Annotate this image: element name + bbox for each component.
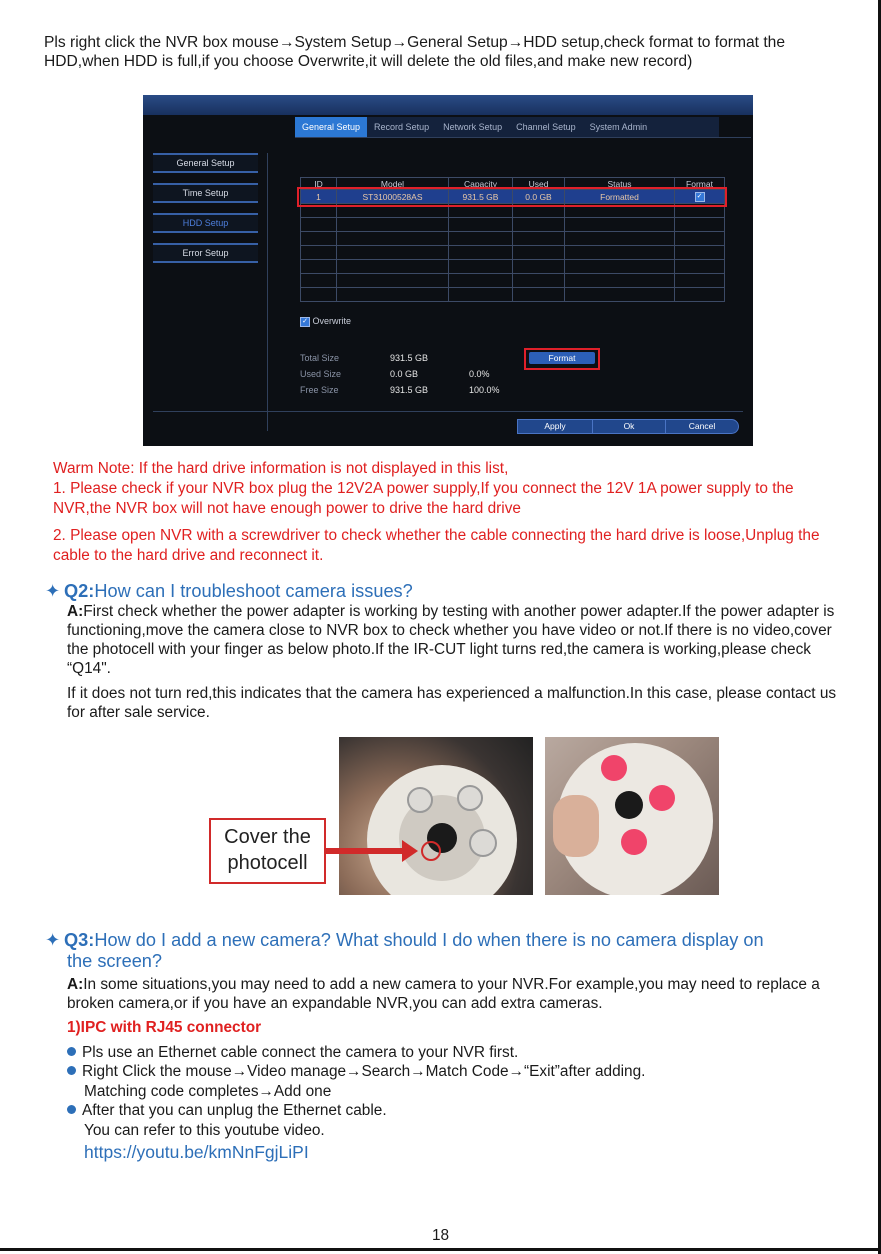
cell-model: ST31000528AS [337,190,449,204]
finger [553,795,599,857]
nvr-title-bar [143,95,753,115]
warm-note-1: 1. Please check if your NVR box plug the 12V2A power supply,If you connect the 12V 1A power supply to the NVR,the NVR box will not have enough power to drive the hard drive [53,480,794,517]
sidebar-divider [267,153,268,431]
apply-button[interactable]: Apply [517,419,593,434]
q2-question: How can I troubleshoot camera issues? [94,581,413,601]
page-number: 18 [431,1227,450,1244]
overwrite-checkbox[interactable]: ✓ [300,317,310,327]
col-capacity: Capacity [449,178,513,190]
warm-note-2: 2. Please open NVR with a screwdriver to check whether the cable connecting the hard drive is loose,Unplug the cable to the hard drive and reconnect it. [53,527,820,564]
q3-heading [45,930,845,971]
tab-system-admin[interactable]: System Admin [589,122,648,132]
tab-divider [295,137,751,138]
format-checkbox[interactable]: ✓ [695,192,705,202]
ok-button[interactable]: Ok [592,419,666,434]
total-size-value: 931.5 GB [390,353,429,363]
tab-network-setup[interactable]: Network Setup [443,122,503,132]
q2-answer-label: A: [67,603,84,620]
q2-answer-text-1: First check whether the power adapter is working by testing with another power adapter.If the power adapter is functioning,move the camera close to NVR box to check whether you have video or not.If there is no video,cover the photocell with your finger as below photo.If the IR-CUT light turns red,the camera is working,please check “Q14". [67,603,835,677]
table-row [301,274,725,288]
sidebar-item-hdd-setup[interactable]: HDD Setup [153,213,258,233]
nvr-tab-bar [295,117,719,137]
sidebar-item-general-setup[interactable]: General Setup [153,153,258,173]
ir-led [407,787,433,813]
bullet-3-continuation: You can refer to this youtube video. [84,1122,325,1139]
tab-channel-setup[interactable]: Channel Setup [516,122,576,132]
ir-led-red [601,755,627,781]
bullet-text-2: Right Click the mouse→Video manage→Search→Match Code→“Exit”after adding. [82,1063,646,1080]
intro-text: Pls right click the NVR box mouse→System Setup→General Setup→HDD setup,check format to format the HDD,when HDD is full,if you choose Overwrite,it will delete the old files,and make new record) [44,34,786,70]
nvr-hdd-setup-screenshot [143,95,753,446]
sparkle-icon: ✦ [45,930,61,950]
tab-record-setup[interactable]: Record Setup [374,122,430,132]
list-item [67,1101,387,1120]
col-id: ID [301,178,337,190]
q3-answer [67,975,847,1013]
used-size-value: 0.0 GB [390,369,419,379]
q3-answer-label: A: [67,976,84,993]
cell-capacity: 931.5 GB [449,190,513,204]
page-border-bottom [0,1248,881,1251]
used-size-percent: 0.0% [469,369,490,379]
list-item [67,1062,645,1081]
youtube-link[interactable]: https://youtu.be/kmNnFgjLiPI [84,1142,309,1162]
list-item [67,1043,518,1062]
tab-general-setup[interactable]: General Setup [295,117,367,137]
col-format: Format [675,178,725,190]
q2-answer-1 [67,602,847,678]
callout-arrow [326,848,406,854]
col-used: Used [513,178,565,190]
sidebar-item-error-setup[interactable]: Error Setup [153,243,258,263]
photocell-marker [421,841,441,861]
total-size-label: Total Size [300,353,340,363]
bullet-icon [67,1047,76,1056]
camera-photo-ir-red [545,737,719,895]
q2-label: Q2: [64,581,95,601]
col-status: Status [565,178,675,190]
camera-lens [615,791,643,819]
warm-note-intro: Warm Note: If the hard drive information is not displayed in this list, [53,460,509,477]
free-size-percent: 100.0% [469,385,500,395]
table-row [301,232,725,246]
cell-status: Formatted [565,190,675,204]
q3-subheading: 1)IPC with RJ45 connector [67,1019,262,1036]
overwrite-label: Overwrite [312,316,352,326]
bullet-text-1: Pls use an Ethernet cable connect the camera to your NVR first. [82,1044,519,1061]
bullet-icon [67,1066,76,1075]
format-button[interactable]: Format [529,352,595,364]
camera-photo-covered [339,737,533,895]
footer-divider [153,411,743,412]
callout-arrow-head [402,840,418,862]
table-row [301,218,725,232]
sidebar-item-time-setup[interactable]: Time Setup [153,183,258,203]
cell-id: 1 [301,190,337,204]
used-size-label: Used Size [300,369,342,379]
ir-led-red [649,785,675,811]
q2-answer-2: If it does not turn red,this indicates that the camera has experienced a malfunction.In this case, please contact us for after sale service. [67,685,837,721]
photocell-callout: Cover the photocell [209,818,326,884]
ir-led [457,785,483,811]
bullet-2-continuation: Matching code completes→Add one [84,1083,332,1100]
q2-heading [45,581,845,602]
ir-led [469,829,497,857]
q3-question-1: How do I add a new camera? What should I do when there is no camera display on [94,930,764,950]
table-row [301,288,725,302]
highlight-row-box [297,187,727,207]
cell-used: 0.0 GB [513,190,565,204]
overwrite-option[interactable] [300,316,351,327]
table-row [301,246,725,260]
free-size-label: Free Size [300,385,339,395]
cancel-button[interactable]: Cancel [665,419,739,434]
q3-answer-text: In some situations,you may need to add a new camera to your NVR.For example,you may need to replace a broken camera,or if you have an expandable NVR,you can add extra cameras. [67,976,820,1012]
ir-led-red [621,829,647,855]
bullet-icon [67,1105,76,1114]
bullet-text-3: After that you can unplug the Ethernet cable. [82,1102,387,1119]
q3-question-2: the screen? [67,951,163,971]
sparkle-icon: ✦ [45,581,61,601]
col-model: Model [337,178,449,190]
q3-label: Q3: [64,930,95,950]
free-size-value: 931.5 GB [390,385,429,395]
table-row [301,260,725,274]
